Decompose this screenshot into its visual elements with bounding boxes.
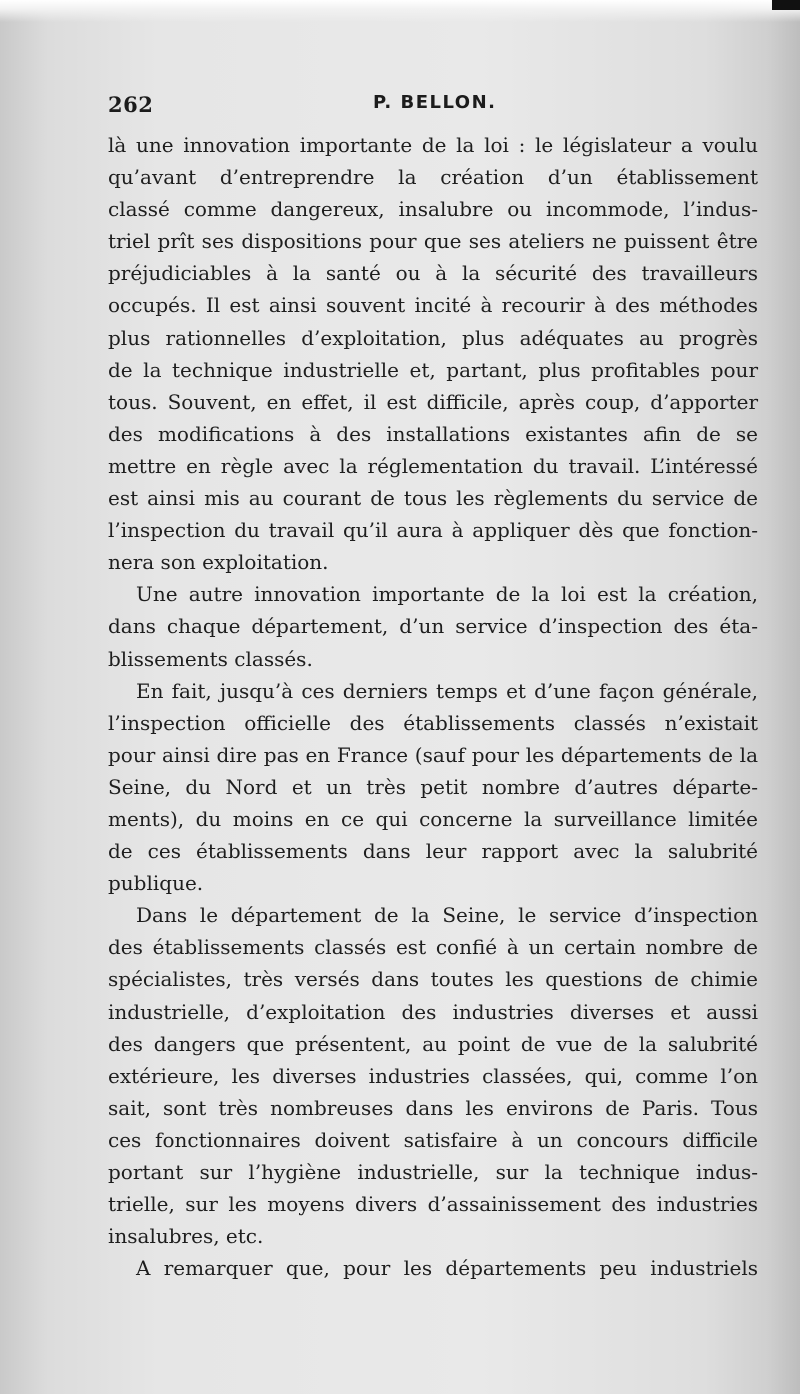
text-line: occupés. Il est ainsi souvent incité à recourir à des méthodes xyxy=(108,293,758,318)
text-line: insalubres, etc. xyxy=(108,1224,264,1249)
text-line: sait, sont très nombreuses dans les environs de Paris. Tous xyxy=(108,1095,758,1120)
text-line: plus rationnelles d’exploitation, plus adéquates au progrès xyxy=(108,325,758,350)
text-line: ments), du moins en ce qui concerne la surveillance limitée xyxy=(108,806,758,831)
text-line: est ainsi mis au courant de tous les règlements du service de xyxy=(108,486,758,511)
text-line: ces fonctionnaires doivent satisfaire à un concours difficile xyxy=(108,1127,758,1152)
text-line: qu’avant d’entreprendre la création d’un établissement xyxy=(108,165,758,190)
text-line: l’inspection officielle des établissements classés n’existait xyxy=(108,710,758,735)
text-line: dans chaque département, d’un service d’inspection des éta- xyxy=(108,614,758,639)
text-line: classé comme dangereux, insalubre ou incommode, l’indus- xyxy=(108,197,758,222)
body-text xyxy=(108,129,758,1284)
page-number: 262 xyxy=(108,92,154,117)
text-line: extérieure, les diverses industries classées, qui, comme l’on xyxy=(108,1063,758,1088)
text-line: publique. xyxy=(108,871,204,896)
paragraph-first-line: En fait, jusqu’à ces derniers temps et d’une façon générale, xyxy=(136,678,758,703)
text-line: préjudiciables à la santé ou à la sécurité des travailleurs xyxy=(108,261,758,286)
text-line: des modifications à des installations existantes afin de se xyxy=(108,421,758,446)
paragraph-first-line: A remarquer que, pour les départements peu industriels xyxy=(136,1256,758,1281)
running-head-author: P. BELLON. xyxy=(373,92,497,113)
text-line: nera son exploitation. xyxy=(108,550,329,575)
text-line: trielle, sur les moyens divers d’assainissement des industries xyxy=(108,1192,758,1217)
page-header xyxy=(108,92,758,122)
text-line: portant sur l’hygiène industrielle, sur la technique indus- xyxy=(108,1160,758,1184)
text-line: des établissements classés est confié à un certain nombre de xyxy=(108,935,758,960)
text-line: l’inspection du travail qu’il aura à appliquer dès que fonction- xyxy=(108,518,758,543)
page-top-edge xyxy=(0,0,800,22)
text-line: spécialistes, très versés dans toutes les questions de chimie xyxy=(108,967,758,992)
text-line: là une innovation importante de la loi : le législateur a voulu xyxy=(108,133,758,157)
text-line: des dangers que présentent, au point de vue de la salubrité xyxy=(108,1031,758,1056)
paragraph-first-line: Dans le département de la Seine, le service d’inspection xyxy=(136,903,758,928)
text-line: industrielle, d’exploitation des industries diverses et aussi xyxy=(108,999,758,1024)
text-line: triel prît ses dispositions pour que ses ateliers ne puissent être xyxy=(108,229,758,254)
paragraph-first-line: Une autre innovation importante de la loi est la création, xyxy=(136,582,758,607)
scan-corner-shadow xyxy=(772,0,800,10)
text-line: mettre en règle avec la réglementation du travail. L’intéressé xyxy=(108,453,758,478)
text-line: pour ainsi dire pas en France (sauf pour les départements de la xyxy=(108,742,758,767)
text-line: tous. Souvent, en effet, il est difficile, après coup, d’apporter xyxy=(108,389,758,414)
text-line: Seine, du Nord et un très petit nombre d’autres départe- xyxy=(108,774,758,799)
text-line: de la technique industrielle et, partant, plus profitables pour xyxy=(108,357,758,382)
text-line: de ces établissements dans leur rapport avec la salubrité xyxy=(108,839,758,864)
text-line: blissements classés. xyxy=(108,646,313,671)
